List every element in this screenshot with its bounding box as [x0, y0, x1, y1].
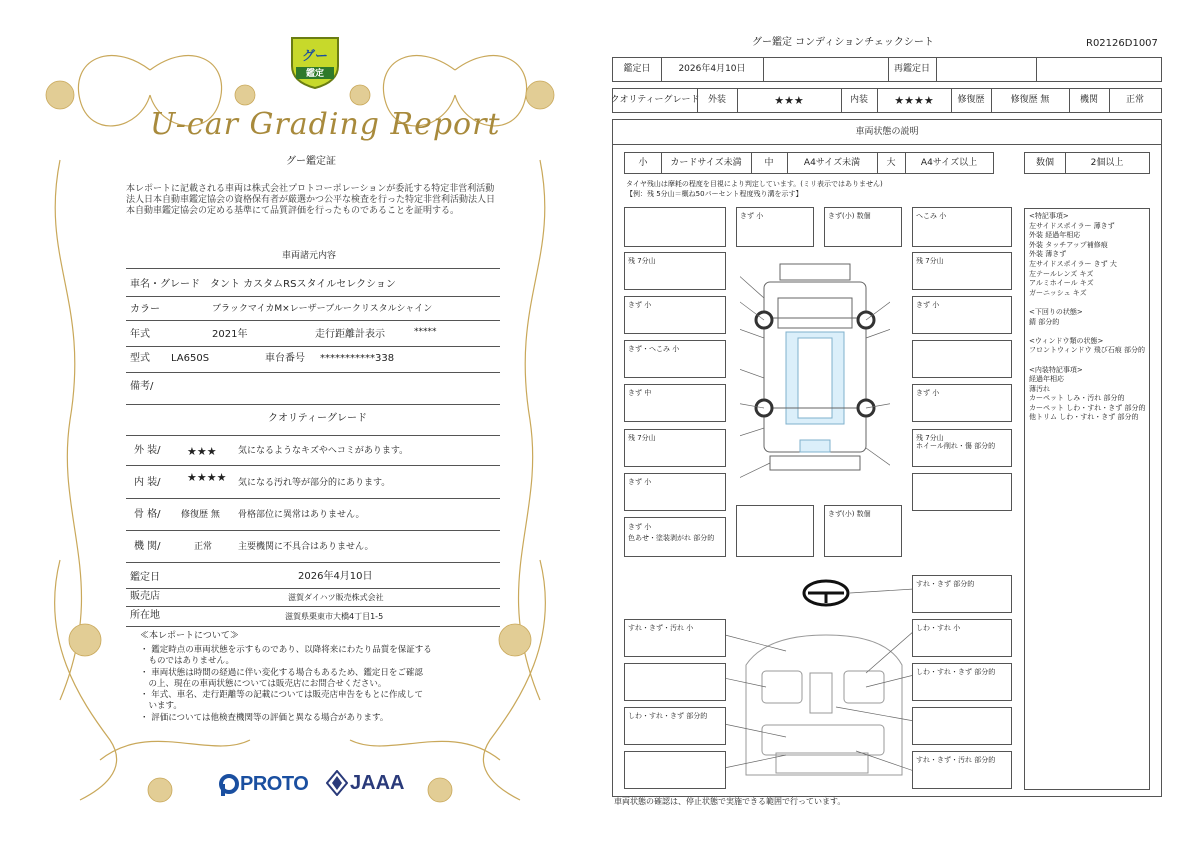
- ext-box-left-2: [624, 296, 726, 334]
- report-title: U-car Grading Report: [150, 107, 501, 142]
- shop-label: 販売店: [130, 591, 160, 602]
- frame-grade-value: 修復歴 無: [181, 510, 220, 520]
- sheet-title: グー鑑定 コンディションチェックシート: [752, 37, 934, 48]
- tire-note: タイヤ残山は摩耗の程度を目視により判定しています。(ミリ表示ではありません): [626, 180, 883, 188]
- year-label: 年式: [130, 329, 150, 340]
- ext-box-left-6: [624, 473, 726, 511]
- int-box-right-2: [912, 663, 1012, 701]
- int-steering-note: すれ・きず 部分的: [916, 580, 975, 588]
- exterior-grade-stars: ★★★: [187, 445, 217, 458]
- ext-bottom-mid2-note: きず(小) 数個: [828, 510, 871, 518]
- specs-heading: 車両諸元内容: [282, 251, 337, 261]
- int-box-left-4: [624, 751, 726, 789]
- condition-check-sheet: [600, 0, 1200, 848]
- sheet-engine-label: 機関: [1079, 95, 1098, 105]
- address-label: 所在地: [130, 610, 160, 621]
- note-line: ものではありません。: [140, 656, 235, 667]
- grade-row: [612, 88, 1162, 113]
- int-box-right-3: [912, 707, 1012, 745]
- size-large-label: 大: [886, 157, 896, 168]
- chassis-value: ***********338: [320, 353, 395, 364]
- ext-r1-note: 残 7分山: [916, 257, 944, 265]
- sheet-date-value: 2026年4月10日: [678, 64, 746, 74]
- ext-box-bottom-left: [624, 517, 726, 557]
- special-note-line: <ウィンドウ類の状態>: [1029, 336, 1104, 345]
- ext-box-left-1: [624, 252, 726, 290]
- special-note-line: [1029, 298, 1145, 308]
- sheet-repair-value: 修復歴 無: [1010, 95, 1050, 105]
- special-note-line: 他トリム しわ・すれ・きず 部分的: [1029, 413, 1139, 422]
- ext-top-mid2-note: きず(小) 数個: [828, 212, 871, 220]
- sheet-engine-value: 正常: [1125, 95, 1144, 105]
- int-r2-note: しわ・すれ・きず 部分的: [916, 668, 996, 676]
- ext-box-left-3: [624, 340, 726, 378]
- address-value: 滋賀県栗東市大橋4丁目1-5: [285, 612, 384, 621]
- special-note-line: 薄汚れ: [1029, 384, 1050, 393]
- ext-box-right-1: [912, 252, 1012, 290]
- date-row: [612, 57, 1162, 82]
- condition-heading: 車両状態の説明: [855, 126, 919, 137]
- sheet-code: R02126D1007: [1086, 38, 1158, 49]
- notes-heading: ≪本レポートについて≫: [140, 631, 239, 641]
- ext-box-right-3: [912, 340, 1012, 378]
- note-line: ・ 車両状態は時間の経過に伴い変化する場合もあるため、鑑定日をご確認: [140, 667, 423, 678]
- proto-mark-icon: [218, 772, 240, 796]
- intro-text: 本レポートに記載される車両は株式会社プロトコーポレーションが委託する特定非営利活動法人日本自動車鑑定協会の資格保有者が厳選かつ公平な検査を行った特定非営利活動法人日本自動車鑑定協会の定める基準にて品質評価を行ったものであることを証明する。: [126, 184, 496, 216]
- special-note-line: カーペット しわ・すれ・きず 部分的: [1029, 403, 1146, 412]
- special-note-line: カーペット しみ・汚れ 部分的: [1029, 394, 1125, 403]
- special-note-line: 経過年相応: [1029, 375, 1064, 384]
- interior-grade-comment: 気になる汚れ等が部分的にあります。: [238, 478, 391, 488]
- count-label: 数個: [1035, 157, 1054, 168]
- special-note-line: <下回りの状態>: [1029, 307, 1083, 316]
- frame-grade-comment: 骨格部位に異常はありません。: [238, 510, 365, 520]
- int-l3-note: しわ・すれ・きず 部分的: [628, 712, 708, 720]
- ext-box-left-4: [624, 384, 726, 422]
- grade-heading: クオリティーグレード: [268, 413, 367, 424]
- color-label: カラー: [130, 304, 160, 315]
- sheet-grade-label: クオリティーグレード: [610, 95, 700, 105]
- special-note-line: [1029, 356, 1145, 366]
- shop-value: 滋賀ダイハツ販売株式会社: [288, 593, 384, 602]
- ext-box-top-left: [624, 207, 726, 247]
- special-note-line: 外装 経過年相応: [1029, 231, 1081, 240]
- jaaa-mark-icon: [326, 770, 348, 796]
- exterior-grade-comment: 気になるようなキズやヘコミがあります。: [238, 446, 409, 456]
- note-line: ・ 評価については他検査機関等の評価と異なる場合があります。: [140, 712, 389, 723]
- int-box-steering: [912, 575, 1012, 613]
- size-legend: [624, 152, 994, 174]
- special-note-line: 外装 タッチアップ補修痕: [1029, 240, 1108, 249]
- int-box-left-3: [624, 707, 726, 745]
- ext-box-bottom-mid2: [824, 505, 902, 557]
- interior-grade-stars: ★★★★: [187, 471, 227, 484]
- date-label: 鑑定日: [130, 572, 160, 583]
- car-exterior-diagram: [740, 258, 890, 488]
- certificate-subtitle: グー鑑定証: [286, 156, 336, 167]
- sheet-interior-label: 内装: [849, 95, 868, 105]
- sheet-exterior-label: 外装: [707, 95, 726, 105]
- engine-grade-value: 正常: [194, 542, 213, 552]
- engine-grade-label: 機 関/: [134, 541, 161, 552]
- size-small-label: 小: [638, 157, 648, 168]
- note-line: います。: [140, 701, 182, 712]
- ext-l2-note: きず 小: [628, 301, 652, 309]
- special-note-line: [1029, 327, 1145, 337]
- size-large-desc: A4サイズ以上: [920, 157, 978, 168]
- badge-label: 鑑定: [305, 69, 325, 79]
- ext-r2-note: きず 小: [916, 301, 940, 309]
- int-box-left-1: [624, 619, 726, 657]
- special-note-line: 左テールレンズ キズ: [1029, 269, 1094, 278]
- frame-grade-label: 骨 格/: [134, 509, 161, 520]
- ext-l4-note: きず 中: [628, 389, 652, 397]
- special-note-line: 錆 部分的: [1029, 317, 1060, 326]
- interior-grade-label: 内 装/: [134, 477, 161, 488]
- svg-text:グー: グー: [301, 49, 329, 64]
- special-note-line: ガーニッシュ キズ: [1029, 288, 1087, 297]
- int-box-right-1: [912, 619, 1012, 657]
- sheet-exterior-stars: ★★★: [774, 94, 804, 107]
- mileage-value: *****: [414, 327, 437, 337]
- car-interior-diagram: [726, 575, 912, 787]
- name-value: タント カスタムRSスタイルセレクション: [210, 279, 396, 290]
- sheet-footer: 車両状態の確認は、停止状態で実施できる範囲で行っています。: [614, 797, 846, 806]
- note-line: の上、現在の車両状態については販売店にお問合せください。: [140, 678, 387, 689]
- notes-list: [140, 645, 500, 724]
- count-legend: [1024, 152, 1150, 174]
- sheet-repair-label: 修復歴: [957, 95, 985, 105]
- special-note-line: <内装特記事項>: [1029, 365, 1083, 374]
- ext-l3-note: きず・へこみ 小: [628, 345, 680, 353]
- ext-box-right-6: [912, 473, 1012, 511]
- proto-logo: PROTO: [218, 772, 308, 796]
- reinspect-label: 再鑑定日: [893, 64, 930, 74]
- int-l1-note: すれ・きず・汚れ 小: [628, 624, 694, 632]
- ext-box-top-right: [912, 207, 1012, 247]
- int-box-left-2: [624, 663, 726, 701]
- ext-box-right-5: [912, 429, 1012, 467]
- color-value: ブラックマイカM×レーザーブルークリスタルシャイン: [212, 304, 433, 314]
- exterior-grade-label: 外 装/: [134, 445, 161, 456]
- mileage-label: 走行距離計表示: [315, 329, 385, 340]
- sheet-interior-stars: ★★★★: [894, 94, 934, 107]
- sheet-date-label: 鑑定日: [623, 64, 651, 74]
- name-label: 車名・グレード: [130, 279, 200, 290]
- special-note-line: フロントウィンドウ 飛び石痕 部分的: [1029, 346, 1146, 355]
- remarks-label: 備考/: [130, 381, 154, 392]
- ext-top-right-note: へこみ 小: [916, 212, 947, 220]
- int-r4-note: すれ・きず・汚れ 部分的: [916, 756, 996, 764]
- special-notes-box: [1024, 208, 1150, 790]
- special-note-line: <特記事項>: [1029, 212, 1069, 220]
- ext-l1-note: 残 7分山: [628, 257, 656, 265]
- size-medium-label: 中: [764, 157, 774, 168]
- special-note-line: 左サイドスポイラー 薄きず: [1029, 221, 1115, 230]
- model-value: LA650S: [171, 353, 210, 364]
- ext-box-top-mid2: [824, 207, 902, 247]
- chassis-label: 車台番号: [265, 353, 305, 364]
- ext-top-mid1-note: きず 小: [740, 212, 764, 220]
- special-note-line: アルミホイール キズ: [1029, 279, 1094, 288]
- ext-l6-note: きず 小: [628, 478, 652, 486]
- size-small-desc: カードサイズ未満: [670, 157, 742, 168]
- size-medium-desc: A4サイズ未満: [803, 157, 861, 168]
- jaaa-logo: JAAA: [326, 770, 404, 796]
- ext-l5-note: 残 7分山: [628, 434, 656, 442]
- int-r1-note: しわ・すれ 小: [916, 624, 961, 632]
- model-label: 型式: [130, 353, 150, 364]
- special-note-line: 左サイドスポイラー きず 大: [1029, 259, 1117, 268]
- special-note-line: 外装 薄きず: [1029, 250, 1067, 259]
- ext-box-bottom-mid1: [736, 505, 814, 557]
- note-line: ・ 年式、車名、走行距離等の記載については販売店申告をもとに作成して: [140, 690, 424, 701]
- note-line: ・ 鑑定時点の車両状態を示すものであり、以降将来にわたり品質を保証する: [140, 645, 432, 655]
- count-desc: 2個以上: [1090, 157, 1124, 168]
- date-value: 2026年4月10日: [298, 571, 373, 582]
- goo-badge-logo: [286, 30, 344, 90]
- ext-box-right-2: [912, 296, 1012, 334]
- ext-r4-note: きず 小: [916, 389, 940, 397]
- ext-r5-note: 残 7分山 ホイール削れ・傷 部分的: [916, 434, 996, 451]
- int-box-right-4: [912, 751, 1012, 789]
- ext-box-left-5: [624, 429, 726, 467]
- ext-box-top-mid1: [736, 207, 814, 247]
- ext-l7-note: きず 小 色あせ・塗装剥がれ 部分的: [628, 523, 715, 543]
- ext-box-right-4: [912, 384, 1012, 422]
- year-value: 2021年: [212, 329, 248, 340]
- engine-grade-comment: 主要機関に不具合はありません。: [238, 542, 374, 552]
- tire-example: 【例：残 5分山＝概ね50パーセント程度残り溝を示す】: [626, 190, 803, 198]
